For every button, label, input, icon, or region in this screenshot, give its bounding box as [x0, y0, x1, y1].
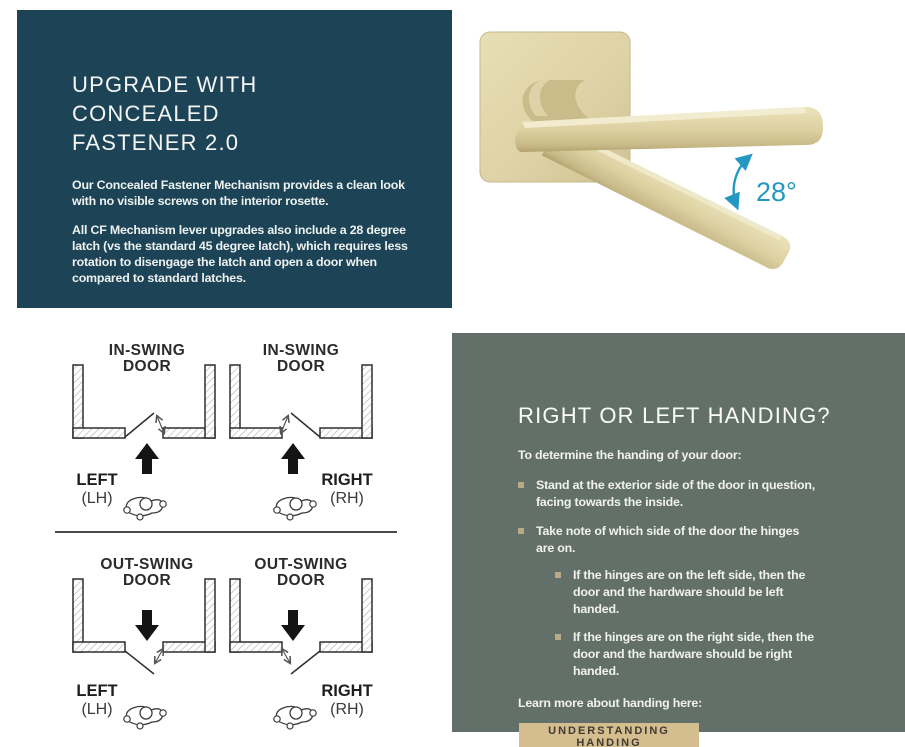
- handing-diagram-svg: [0, 315, 452, 747]
- door-leaf: [291, 413, 320, 437]
- angle-label: 28°: [756, 177, 797, 207]
- square-bullet-icon: [518, 528, 524, 534]
- right-hand-label: RIGHT: [321, 682, 373, 700]
- out-swing-left-diagram: [73, 556, 215, 729]
- person-top-view-icon: [274, 706, 316, 729]
- left-hand-abbr: (LH): [81, 490, 113, 507]
- panel-paragraph-2: All CF Mechanism lever upgrades also include a 28 degree latch (vs the standard 45 degree latch), which requires less rotation to disengage the latch and open a door when compared to standard latches.: [72, 223, 408, 285]
- panel-title: [72, 70, 410, 157]
- lever-28-degree-figure: [452, 0, 905, 315]
- handing-intro: To determine the handing of your door:: [518, 448, 742, 462]
- in-swing-title-line2: DOOR: [276, 358, 326, 375]
- pull-direction-arrow-down: [281, 610, 305, 641]
- left-hand-label: LEFT: [76, 682, 118, 700]
- sub-bullet-item-1: [555, 567, 818, 618]
- sub-bullet-1-text: If the hinges are on the left side, then the door and the hardware should be left handed.: [573, 568, 806, 616]
- out-swing-title-line2: DOOR: [122, 572, 172, 589]
- handing-title: RIGHT OR LEFT HANDING?: [518, 403, 831, 428]
- sub-bullet-item-2: [555, 629, 818, 680]
- learn-more-text: Learn more about handing here:: [518, 696, 703, 710]
- out-swing-title-line1: OUT-SWING: [100, 556, 194, 573]
- out-swing-title-line1: OUT-SWING: [254, 556, 348, 573]
- handing-panel: [452, 333, 905, 747]
- bullet-1-bold: exterior: [607, 478, 652, 492]
- left-hand-abbr: (LH): [81, 701, 113, 718]
- sub-bullet-list: [555, 567, 818, 680]
- in-swing-title-line1: IN-SWING: [108, 342, 186, 359]
- left-hand-label: LEFT: [76, 471, 118, 489]
- bullet-item-2: [518, 523, 818, 680]
- panel-title-line1: UPGRADE WITH CONCEALED: [72, 72, 258, 126]
- right-hand-label: RIGHT: [321, 471, 373, 489]
- out-swing-title-line2: DOOR: [276, 572, 326, 589]
- angle-arc-arrow: [734, 156, 750, 207]
- concealed-fastener-panel: [17, 10, 452, 308]
- in-swing-title-line1: IN-SWING: [262, 342, 340, 359]
- bullet-item-2-text: [536, 523, 818, 680]
- pull-direction-arrow-down: [135, 610, 159, 641]
- understanding-handing-button[interactable]: UNDERSTANDING HANDING: [519, 723, 699, 747]
- square-bullet-icon: [518, 482, 524, 488]
- in-swing-left-diagram: [73, 342, 215, 520]
- bullet-1-post: side of the door in question, facing towards the inside.: [536, 478, 815, 509]
- right-hand-abbr: (RH): [330, 701, 364, 718]
- push-direction-arrow-up: [135, 443, 159, 474]
- door-leaf: [125, 413, 154, 437]
- person-top-view-icon: [124, 706, 166, 729]
- bullet-item-1: [518, 477, 818, 511]
- square-bullet-icon: [555, 634, 561, 640]
- in-swing-title-line2: DOOR: [122, 358, 172, 375]
- person-top-view-icon: [124, 497, 166, 520]
- bullet-2-text: Take note of which side of the door the hinges are on.: [536, 524, 800, 555]
- in-swing-right-diagram: [230, 342, 373, 520]
- bullet-item-1-text: [536, 477, 818, 511]
- swing-arc-arrow: [282, 649, 290, 663]
- lever-illustration: [452, 0, 905, 315]
- panel-paragraph-1: Our Concealed Fastener Mechanism provides a clean look with no visible screws on the interior rosette.: [72, 178, 405, 208]
- bullet-1-pre: Stand at the: [536, 478, 608, 492]
- out-swing-right-diagram: [230, 556, 373, 729]
- right-hand-abbr: (RH): [330, 490, 364, 507]
- swing-arc-arrow: [157, 416, 164, 433]
- door-leaf: [125, 651, 154, 674]
- swing-arc-arrow: [155, 649, 163, 663]
- panel-title-line2: FASTENER 2.0: [72, 130, 240, 155]
- door-leaf: [291, 651, 320, 674]
- sub-bullet-2-text: If the hinges are on the right side, then the door and the hardware should be right handed.: [573, 630, 814, 678]
- swing-arc-arrow: [281, 416, 288, 433]
- push-direction-arrow-up: [281, 443, 305, 474]
- square-bullet-icon: [555, 572, 561, 578]
- door-handing-diagrams: [0, 315, 452, 747]
- person-top-view-icon: [274, 497, 316, 520]
